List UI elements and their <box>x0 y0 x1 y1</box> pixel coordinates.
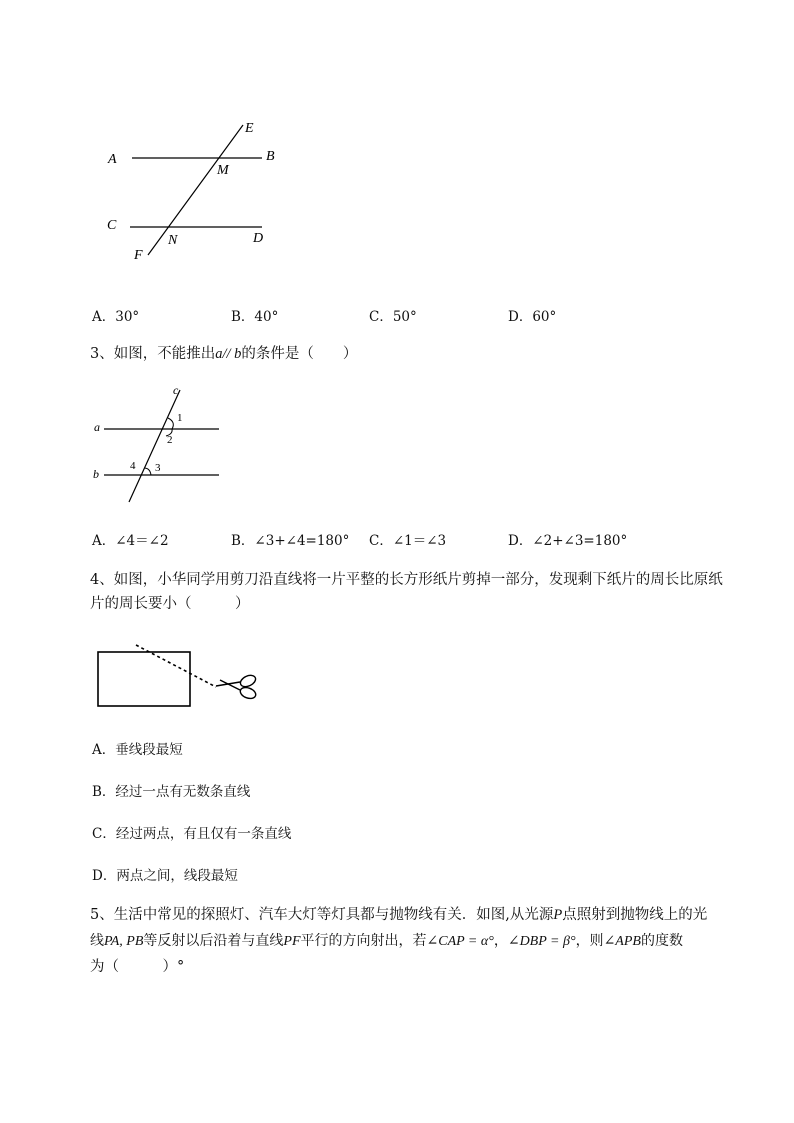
q3-stem <box>90 342 357 366</box>
label-angle-4: 4 <box>130 460 136 472</box>
q5-line2-e: 的度数 <box>640 933 683 949</box>
q4-stem-line-1: 4、如图，小华同学用剪刀沿直线将一片平整的长方形纸片剪掉一部分，发现剩下纸片的周长比原纸 <box>90 572 723 588</box>
q5-line2-b: 等反射以后沿着与直线 <box>143 933 284 949</box>
q5-line2-sep: ， <box>493 933 508 949</box>
label-b: B <box>266 149 275 164</box>
q2-option-b: B．40° <box>231 309 279 325</box>
q5-line2-d: ，则 <box>575 933 604 949</box>
label-e: E <box>245 121 254 136</box>
q5-stem-line-2 <box>90 929 683 954</box>
label-n: N <box>168 233 178 248</box>
q5-angle-cap: ∠CAP = α° <box>426 934 494 949</box>
line-c <box>129 390 180 502</box>
parallel-lines-figure-1 <box>100 115 290 270</box>
q5-angle-dbp: ∠DBP = β° <box>507 934 576 949</box>
angle-1-arc <box>168 418 173 429</box>
q3-option-c: C．∠1＝∠3 <box>369 533 447 549</box>
paper-cut-figure <box>92 640 262 715</box>
q3-suffix: 的条件是（ ） <box>241 346 358 362</box>
label-line-b: b <box>93 467 99 481</box>
label-a: A <box>108 152 117 167</box>
q3-option-b: B．∠3+∠4=180° <box>231 533 350 549</box>
q4-stem-line-2: 片的周长要小（ ） <box>90 596 250 612</box>
label-c: C <box>107 218 117 233</box>
q4-option-d: D．两点之间，线段最短 <box>92 868 238 884</box>
label-angle-1: 1 <box>177 412 183 424</box>
q5-line2-a: 线 <box>90 933 104 949</box>
q5-line1-b: 点照射到抛物线上的光 <box>562 907 708 923</box>
q2-option-c: C．50° <box>369 309 417 325</box>
q2-option-d: D．60° <box>508 309 557 325</box>
angle-3-arc <box>144 468 151 475</box>
q5-stem-line-3: 为（ ）° <box>90 959 185 975</box>
scissors-icon <box>216 673 257 700</box>
q5-point-p: P <box>553 907 563 923</box>
q5-pf: PF <box>283 934 301 949</box>
q5-line2-c: 平行的方向射出，若 <box>300 933 427 949</box>
q3-math: a// b <box>215 346 242 362</box>
label-m: M <box>217 163 229 178</box>
q5-stem-line-1 <box>90 903 707 927</box>
q2-option-a: A．30° <box>92 309 140 325</box>
q3-option-d: D．∠2+∠3=180° <box>508 533 628 549</box>
q5-pa-pb: PA, PB <box>104 934 144 949</box>
q4-option-a: A．垂线段最短 <box>92 742 183 758</box>
label-line-a: a <box>94 420 100 434</box>
label-f: F <box>134 248 143 263</box>
q4-option-b: B．经过一点有无数条直线 <box>92 784 251 800</box>
q5-angle-apb: ∠APB <box>603 934 641 949</box>
label-angle-2: 2 <box>167 434 173 446</box>
label-line-c: c <box>173 383 179 397</box>
label-d: D <box>253 231 264 246</box>
label-angle-3: 3 <box>155 462 161 474</box>
paper-rectangle <box>98 652 190 706</box>
q4-option-c: C．经过两点，有且仅有一条直线 <box>92 826 292 842</box>
q3-prefix: 3、如图，不能推出 <box>90 346 216 362</box>
parallel-lines-figure-2 <box>88 382 228 507</box>
q3-option-a: A．∠4＝∠2 <box>92 533 169 549</box>
line-ef <box>148 125 243 255</box>
q5-line1-a: 5、生活中常见的探照灯、汽车大灯等灯具都与抛物线有关．如图,从光源 <box>90 907 554 923</box>
